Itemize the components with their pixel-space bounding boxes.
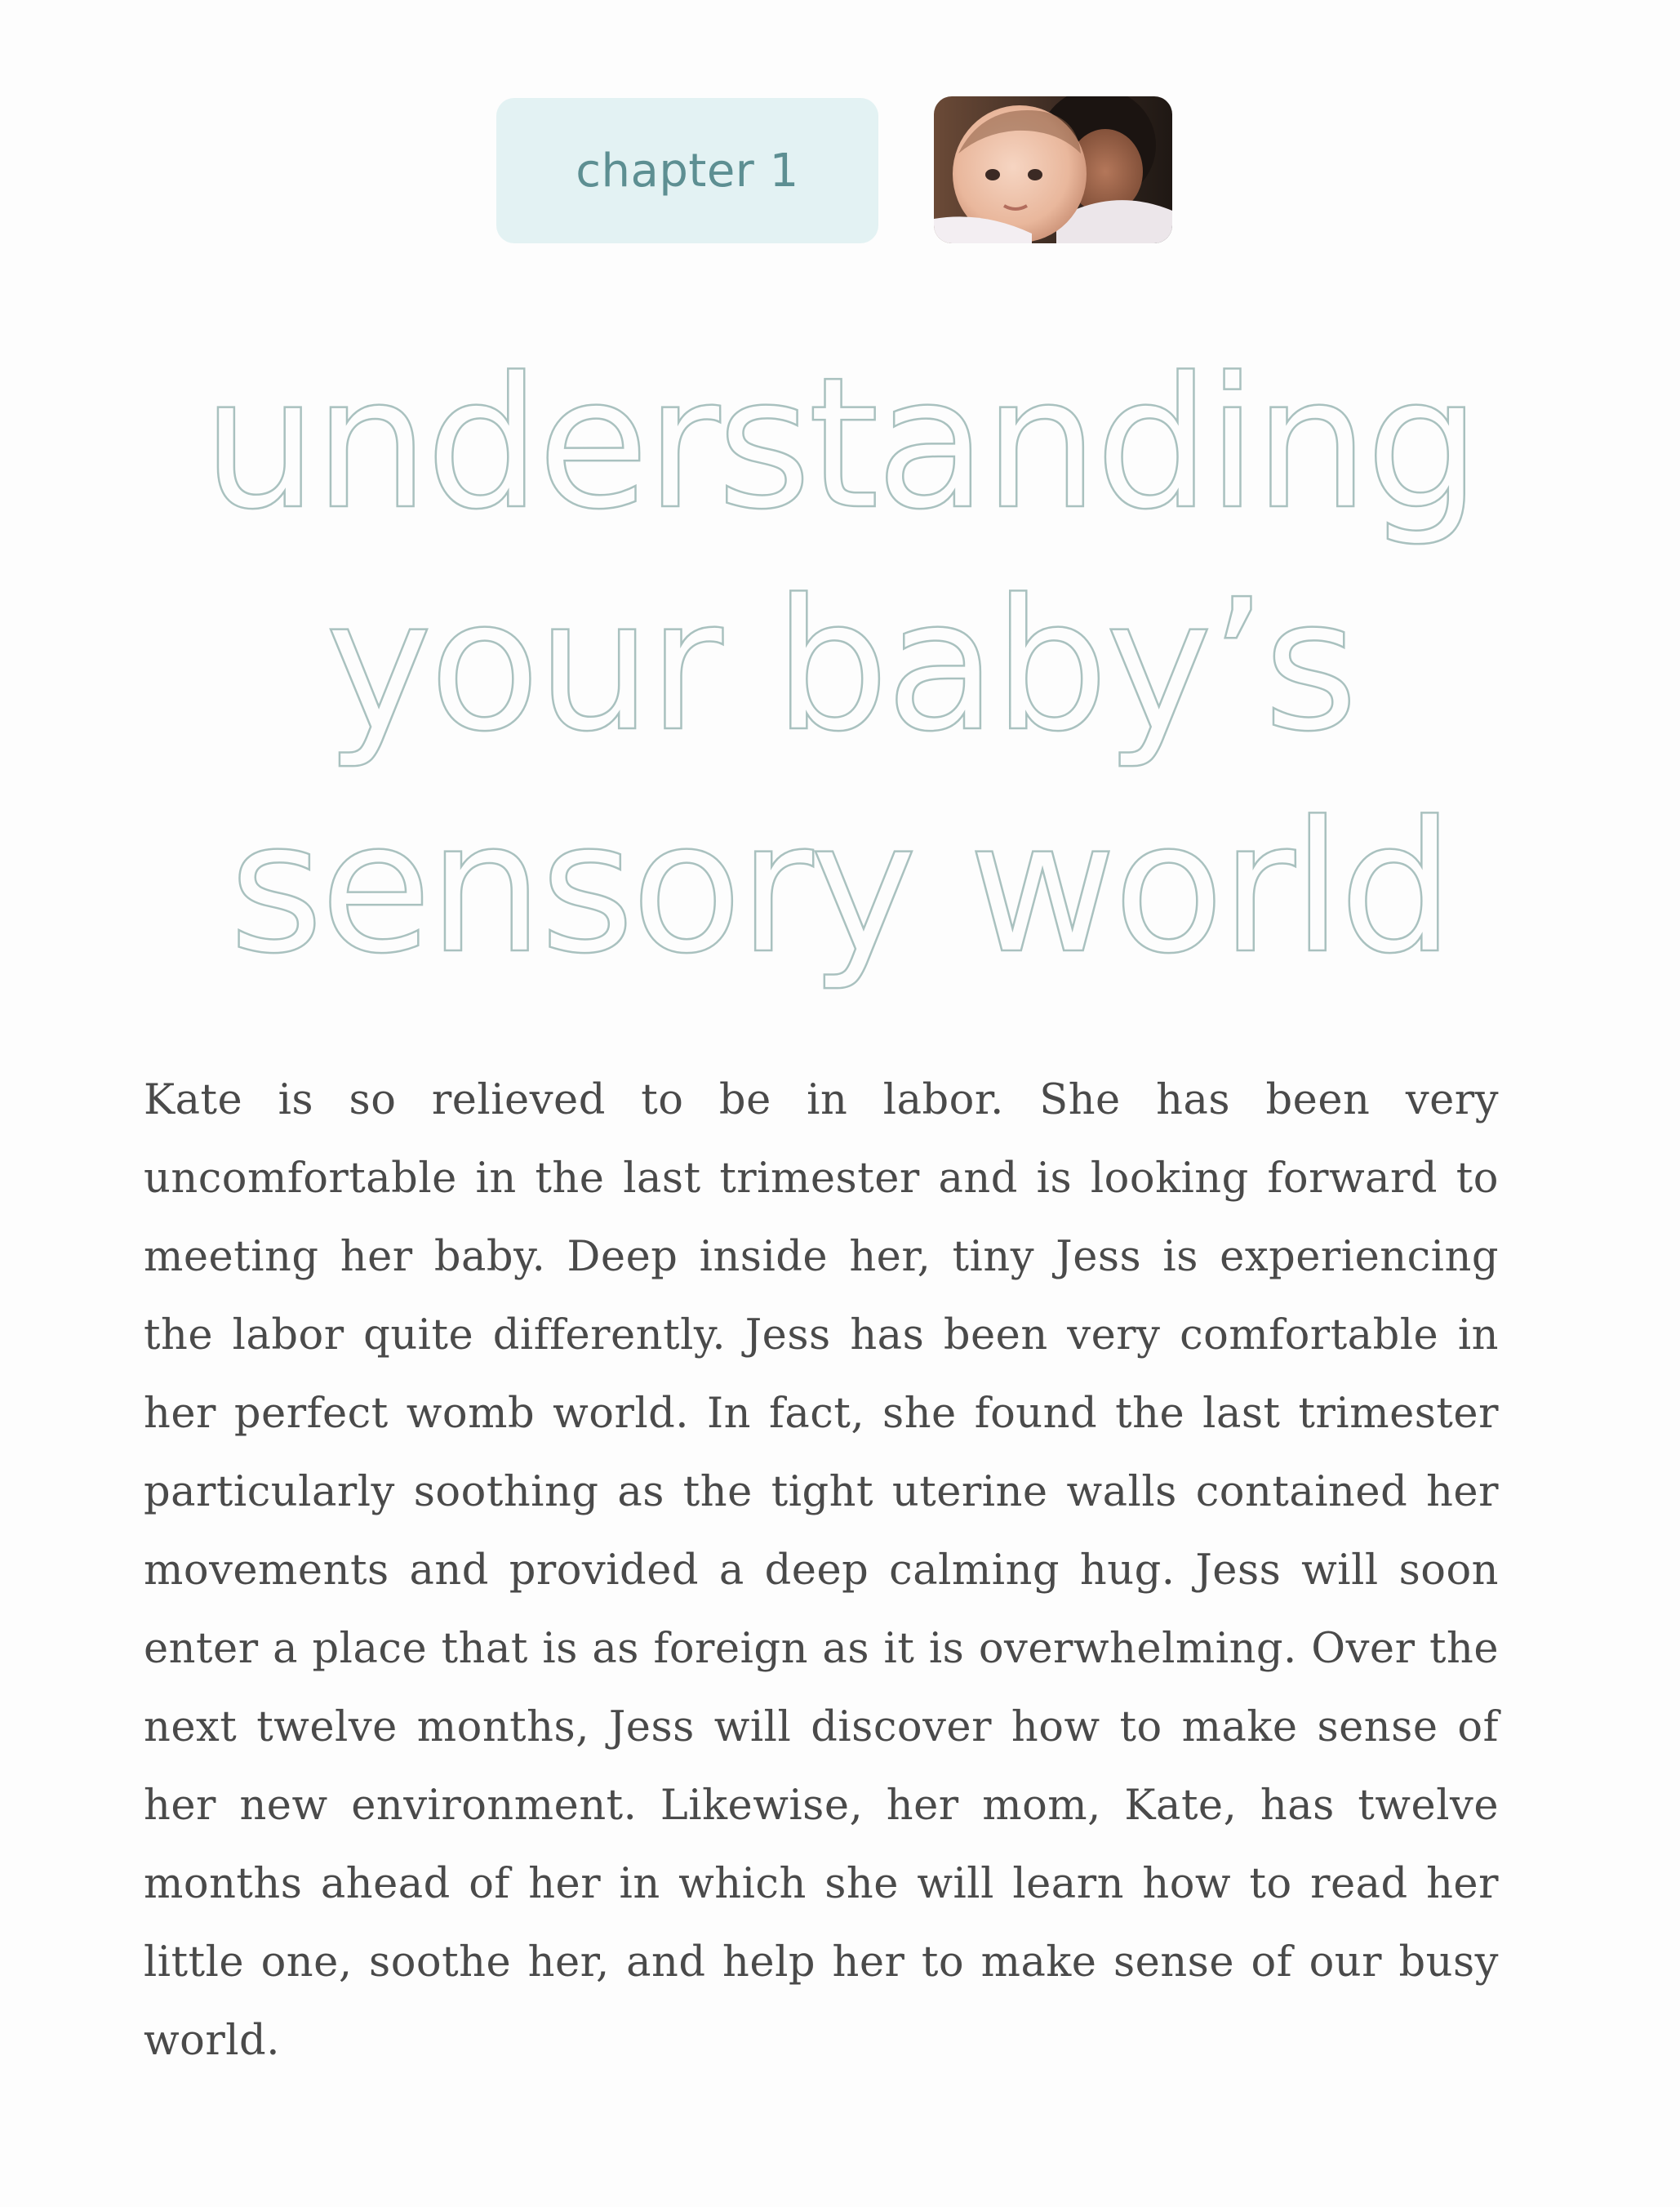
chapter-tab: [496, 98, 878, 243]
baby-photo: [934, 96, 1172, 243]
chapter-label: chapter 1: [576, 144, 799, 198]
chapter-title: [0, 333, 1680, 999]
title-line-2: your baby’s: [325, 561, 1355, 772]
title-line-1: understanding: [202, 339, 1478, 550]
title-line-3: sensory world: [229, 783, 1451, 994]
body-paragraph: Kate is so relieved to be in labor. She has been very uncomfortable in the last trimester and is looking forward to meeting her baby. Deep inside her, tiny Jess is experiencing the labor quite differently. Jess has been very comfortable in her perfect womb world. In fact, she found the last trimester particularly soothing as the tight uterine walls contained her movements and provided a deep calming hug. Jess will soon enter a place that is as foreign as it is overwhelming. Over the next twelve months, Jess will discover how to make sense of her new environment. Likewise, her mom, Kate, has twelve months ahead of her in which she will learn how to read her little one, soothe her, and help her to make sense of our busy world.: [144, 1076, 1499, 2065]
